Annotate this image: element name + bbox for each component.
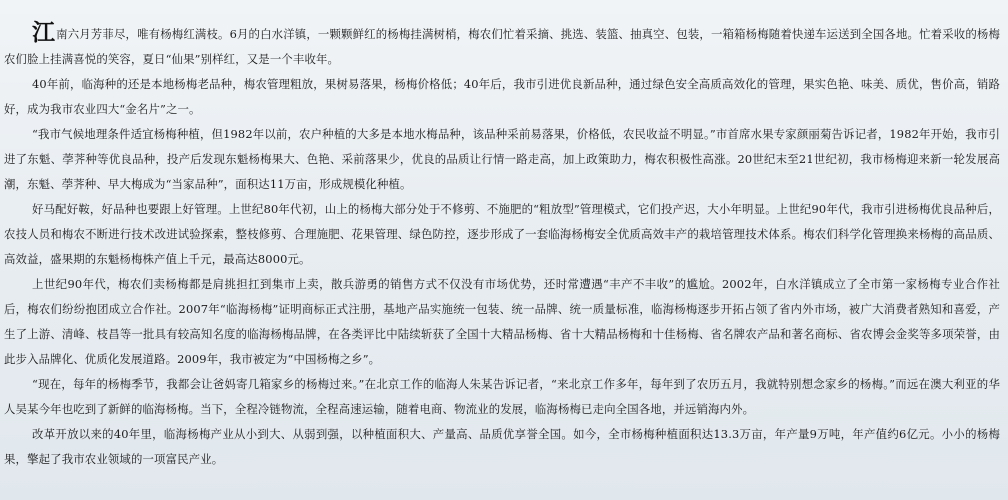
drop-cap: 江: [32, 19, 56, 46]
article-paragraph: 上世纪90年代，梅农们卖杨梅都是肩挑担扛到集市上卖，散兵游勇的销售方式不仅没有市场优势，还时常遭遇“丰产不丰收”的尴尬。2002年，白水洋镇成立了全市第一家杨梅专业合作社后，梅农们纷纷抱团成立合作社。2007年“临海杨梅”证明商标正式注册，基地产品实施统一包装、统一品牌、统一质量标准，临海杨梅逐步开拓占领了省内外市场，被广大消费者熟知和喜爱，产生了上游、清峰、枝昌等一批具有较高知名度的临海杨梅品牌，在各类评比中陆续斩获了全国十大精品杨梅、省十大精品杨梅和十佳杨梅、省名牌农产品和著名商标、省农博会金奖等多项荣誉，由此步入品牌化、优质化发展道路。2009年，我市被定为“中国杨梅之乡”。: [4, 277, 1000, 366]
article-paragraph: 改革开放以来的40年里，临海杨梅产业从小到大、从弱到强，以种植面积大、产量高、品质优享誉全国。如今，全市杨梅种植面积达13.3万亩，年产量9万吨，年产值约6亿元。小小的杨梅果，擎起了我市农业领域的一项富民产业。: [4, 427, 1000, 466]
article-paragraph-lead: [4, 19, 1000, 72]
lead-text: 南六月芳菲尽，唯有杨梅红满枝。6月的白水洋镇，一颗颗鲜红的杨梅挂满树梢，梅农们忙着采摘、挑选、装篮、抽真空、包装，一箱箱杨梅随着快递车运送到全国各地。忙着采收的杨梅农们脸上挂满喜悦的笑容，夏日“仙果”别样红，又是一个丰收年。: [4, 27, 1000, 66]
article-paragraph: 好马配好鞍，好品种也要跟上好管理。上世纪80年代初，山上的杨梅大部分处于不修剪、不施肥的“粗放型”管理模式，它们投产迟，大小年明显。上世纪90年代，我市引进杨梅优良品种后，农技人员和梅农不断进行技术改进试验探索，整枝修剪、合理施肥、花果管理、绿色防控，逐步形成了一套临海杨梅安全优质高效丰产的栽培管理技术体系。梅农们科学化管理换来杨梅的高品质、高效益，盛果期的东魁杨梅株产值上千元，最高达8000元。: [4, 202, 1000, 266]
article-paragraph: 40年前，临海种的还是本地杨梅老品种，梅农管理粗放，果树易落果，杨梅价格低；40年后，我市引进优良新品种，通过绿色安全高质高效化的管理，果实色艳、味美、质优，售价高，销路好，成为我市农业四大“金名片”之一。: [4, 77, 1000, 116]
article-paragraph: “现在，每年的杨梅季节，我都会让爸妈寄几箱家乡的杨梅过来。”在北京工作的临海人朱某告诉记者，“来北京工作多年，每年到了农历五月，我就特别想念家乡的杨梅。”而远在澳大利亚的华人吴某今年也吃到了新鲜的临海杨梅。当下，全程冷链物流，全程高速运输，随着电商、物流业的发展，临海杨梅已走向全国各地，并远销海内外。: [4, 377, 1000, 416]
article-paragraph: “我市气候地理条件适宜杨梅种植，但1982年以前，农户种植的大多是本地水梅品种，该品种采前易落果，价格低，农民收益不明显。”市首席水果专家颜丽菊告诉记者，1982年开始，我市引进了东魁、荸荠种等优良品种，投产后发现东魁杨梅果大、色艳、采前落果少，优良的品质让行情一路走高，加上政策助力，梅农积极性高涨。20世纪末至21世纪初，我市杨梅迎来新一轮发展高潮，东魁、荸荠种、早大梅成为“当家品种”，面积达11万亩，形成规模化种植。: [4, 127, 1000, 191]
